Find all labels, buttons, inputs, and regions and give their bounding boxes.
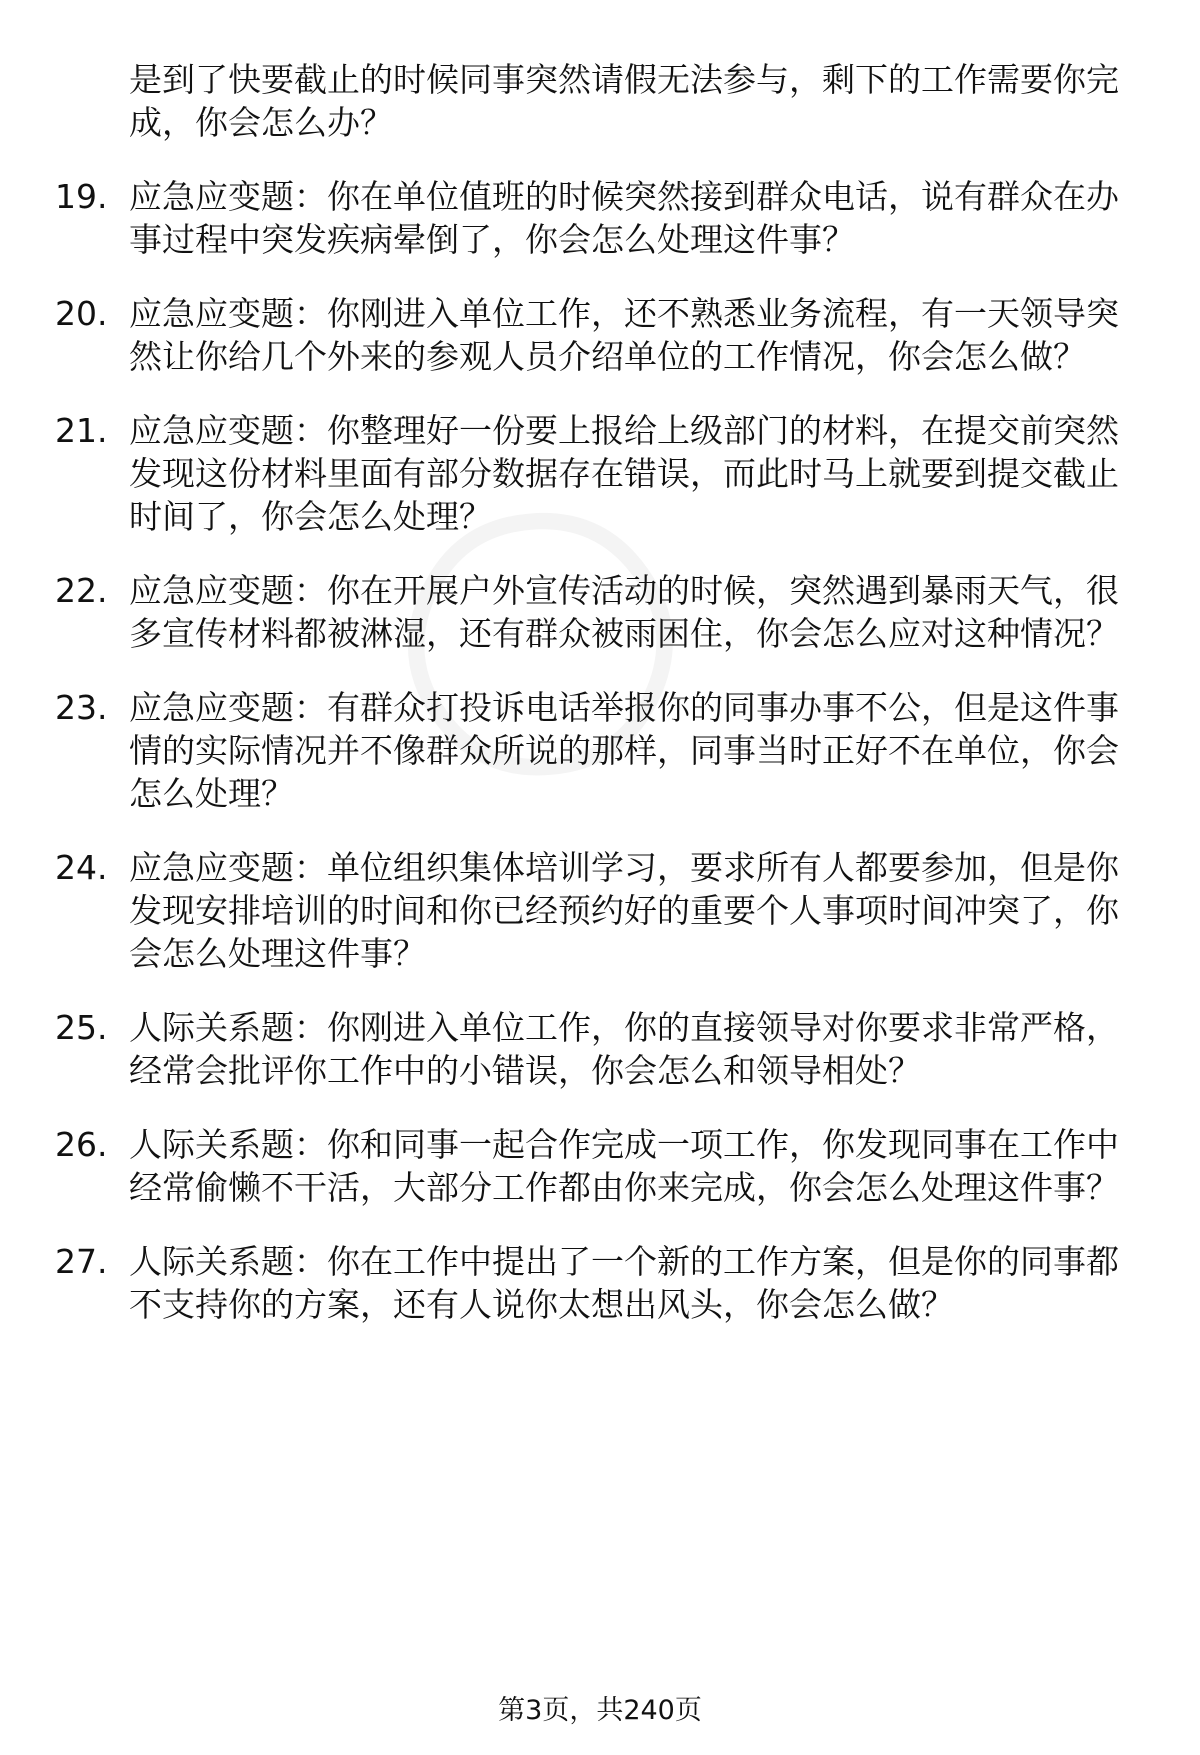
question-text: 应急应变题：你整理好一份要上报给上级部门的材料，在提交前突然发现这份材料里面有部分数据存在错误，而此时马上就要到提交截止时间了，你会怎么处理？ bbox=[129, 411, 1119, 536]
question-number: 20. bbox=[55, 294, 108, 333]
question-item-23 bbox=[55, 686, 1145, 815]
question-text: 人际关系题：你刚进入单位工作，你的直接领导对你要求非常严格，经常会批评你工作中的小错误，你会怎么和领导相处？ bbox=[129, 1008, 1119, 1090]
question-number: 25. bbox=[55, 1008, 108, 1047]
question-number: 22. bbox=[55, 571, 108, 610]
question-item-21 bbox=[55, 409, 1145, 538]
previous-question-continuation: 是到了快要截止的时候同事突然请假无法参与，剩下的工作需要你完成，你会怎么办？ bbox=[129, 60, 1119, 142]
question-item-20 bbox=[55, 292, 1145, 378]
question-item-22 bbox=[55, 569, 1145, 655]
question-list bbox=[55, 58, 1145, 1357]
question-text: 应急应变题：单位组织集体培训学习，要求所有人都要参加，但是你发现安排培训的时间和你已经预约好的重要个人事项时间冲突了，你会怎么处理这件事？ bbox=[129, 848, 1119, 973]
question-text: 应急应变题：你在开展户外宣传活动的时候，突然遇到暴雨天气，很多宣传材料都被淋湿，还有群众被雨困住，你会怎么应对这种情况？ bbox=[129, 571, 1119, 653]
question-text: 应急应变题：你刚进入单位工作，还不熟悉业务流程，有一天领导突然让你给几个外来的参观人员介绍单位的工作情况，你会怎么做？ bbox=[129, 294, 1119, 376]
question-item-26 bbox=[55, 1123, 1145, 1209]
question-text: 应急应变题：有群众打投诉电话举报你的同事办事不公，但是这件事情的实际情况并不像群众所说的那样，同事当时正好不在单位，你会怎么处理？ bbox=[129, 688, 1119, 813]
question-item-25 bbox=[55, 1006, 1145, 1092]
question-number: 19. bbox=[55, 177, 108, 216]
question-item-27 bbox=[55, 1240, 1145, 1326]
question-number: 26. bbox=[55, 1125, 108, 1164]
question-text: 人际关系题：你和同事一起合作完成一项工作，你发现同事在工作中经常偷懒不干活，大部分工作都由你来完成，你会怎么处理这件事？ bbox=[129, 1125, 1119, 1207]
question-number: 24. bbox=[55, 848, 108, 887]
question-item-19 bbox=[55, 175, 1145, 261]
question-item-24 bbox=[55, 846, 1145, 975]
question-text: 人际关系题：你在工作中提出了一个新的工作方案，但是你的同事都不支持你的方案，还有人说你太想出风头，你会怎么做？ bbox=[129, 1242, 1119, 1324]
question-text: 应急应变题：你在单位值班的时候突然接到群众电话，说有群众在办事过程中突发疾病晕倒了，你会怎么处理这件事？ bbox=[129, 177, 1119, 259]
question-number: 21. bbox=[55, 411, 108, 450]
question-number: 23. bbox=[55, 688, 108, 727]
page-footer: 第3页，共240页 bbox=[498, 1695, 702, 1726]
question-number: 27. bbox=[55, 1242, 108, 1281]
